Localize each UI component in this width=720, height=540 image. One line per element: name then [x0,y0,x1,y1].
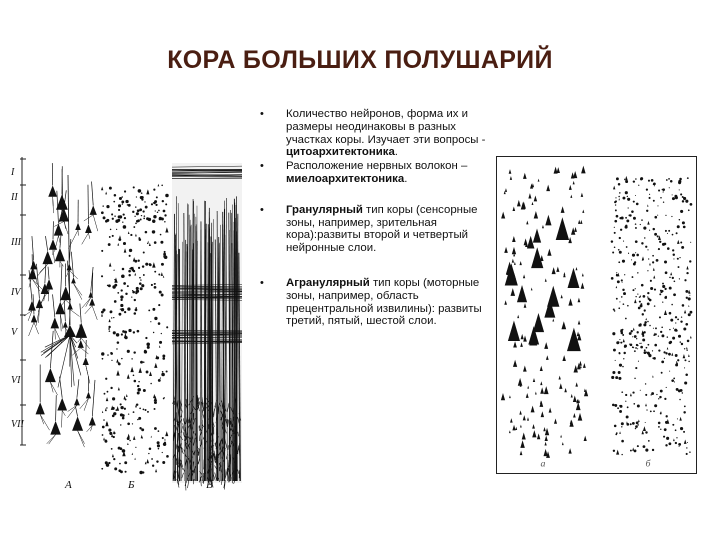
layer-label: VI [11,375,21,386]
bullet-granular: • Гранулярный тип коры (сенсорные зоны, например, зрительная кора):развиты второй и четвертый нейронные слои. [260,203,478,255]
layer-label: VII [11,419,24,430]
layer-label: III [11,237,21,248]
granular-agranular-figure [496,156,697,474]
cortex-layers-figure [10,155,250,500]
slide-title: КОРА БОЛЬШИХ ПОЛУШАРИЙ [167,46,553,74]
layer-label: V [11,327,18,338]
bullet-dot-icon: • [260,203,264,216]
column-label: Б [128,479,135,491]
layer-label: II [11,192,18,203]
bullet-list [260,108,490,328]
bullet-agranular: • Агранулярный тип коры (моторные зоны, например, область прецентральной извилины): развиты третий, пятый, шестой слои. [260,276,482,328]
column-label: б [645,458,651,470]
bullet-dot-icon: • [260,108,264,120]
column-label: А [65,479,72,491]
column-label: В [206,479,213,491]
bullet-cytoarchitectonics: • Количество нейронов, форма их и размеры неодинаковы в разных участках коры. Изучает эти вопросы - цитоархитектоника. [260,108,486,159]
column-label: а [540,458,546,470]
layer-label: I [11,167,15,178]
layer-label: IV [11,287,21,298]
bullet-myeloarchitectonics: • Расположение нервных волокон – миелоархитектоника. [260,160,468,185]
bullet-dot-icon: • [260,160,264,173]
bullet-dot-icon: • [260,276,264,289]
